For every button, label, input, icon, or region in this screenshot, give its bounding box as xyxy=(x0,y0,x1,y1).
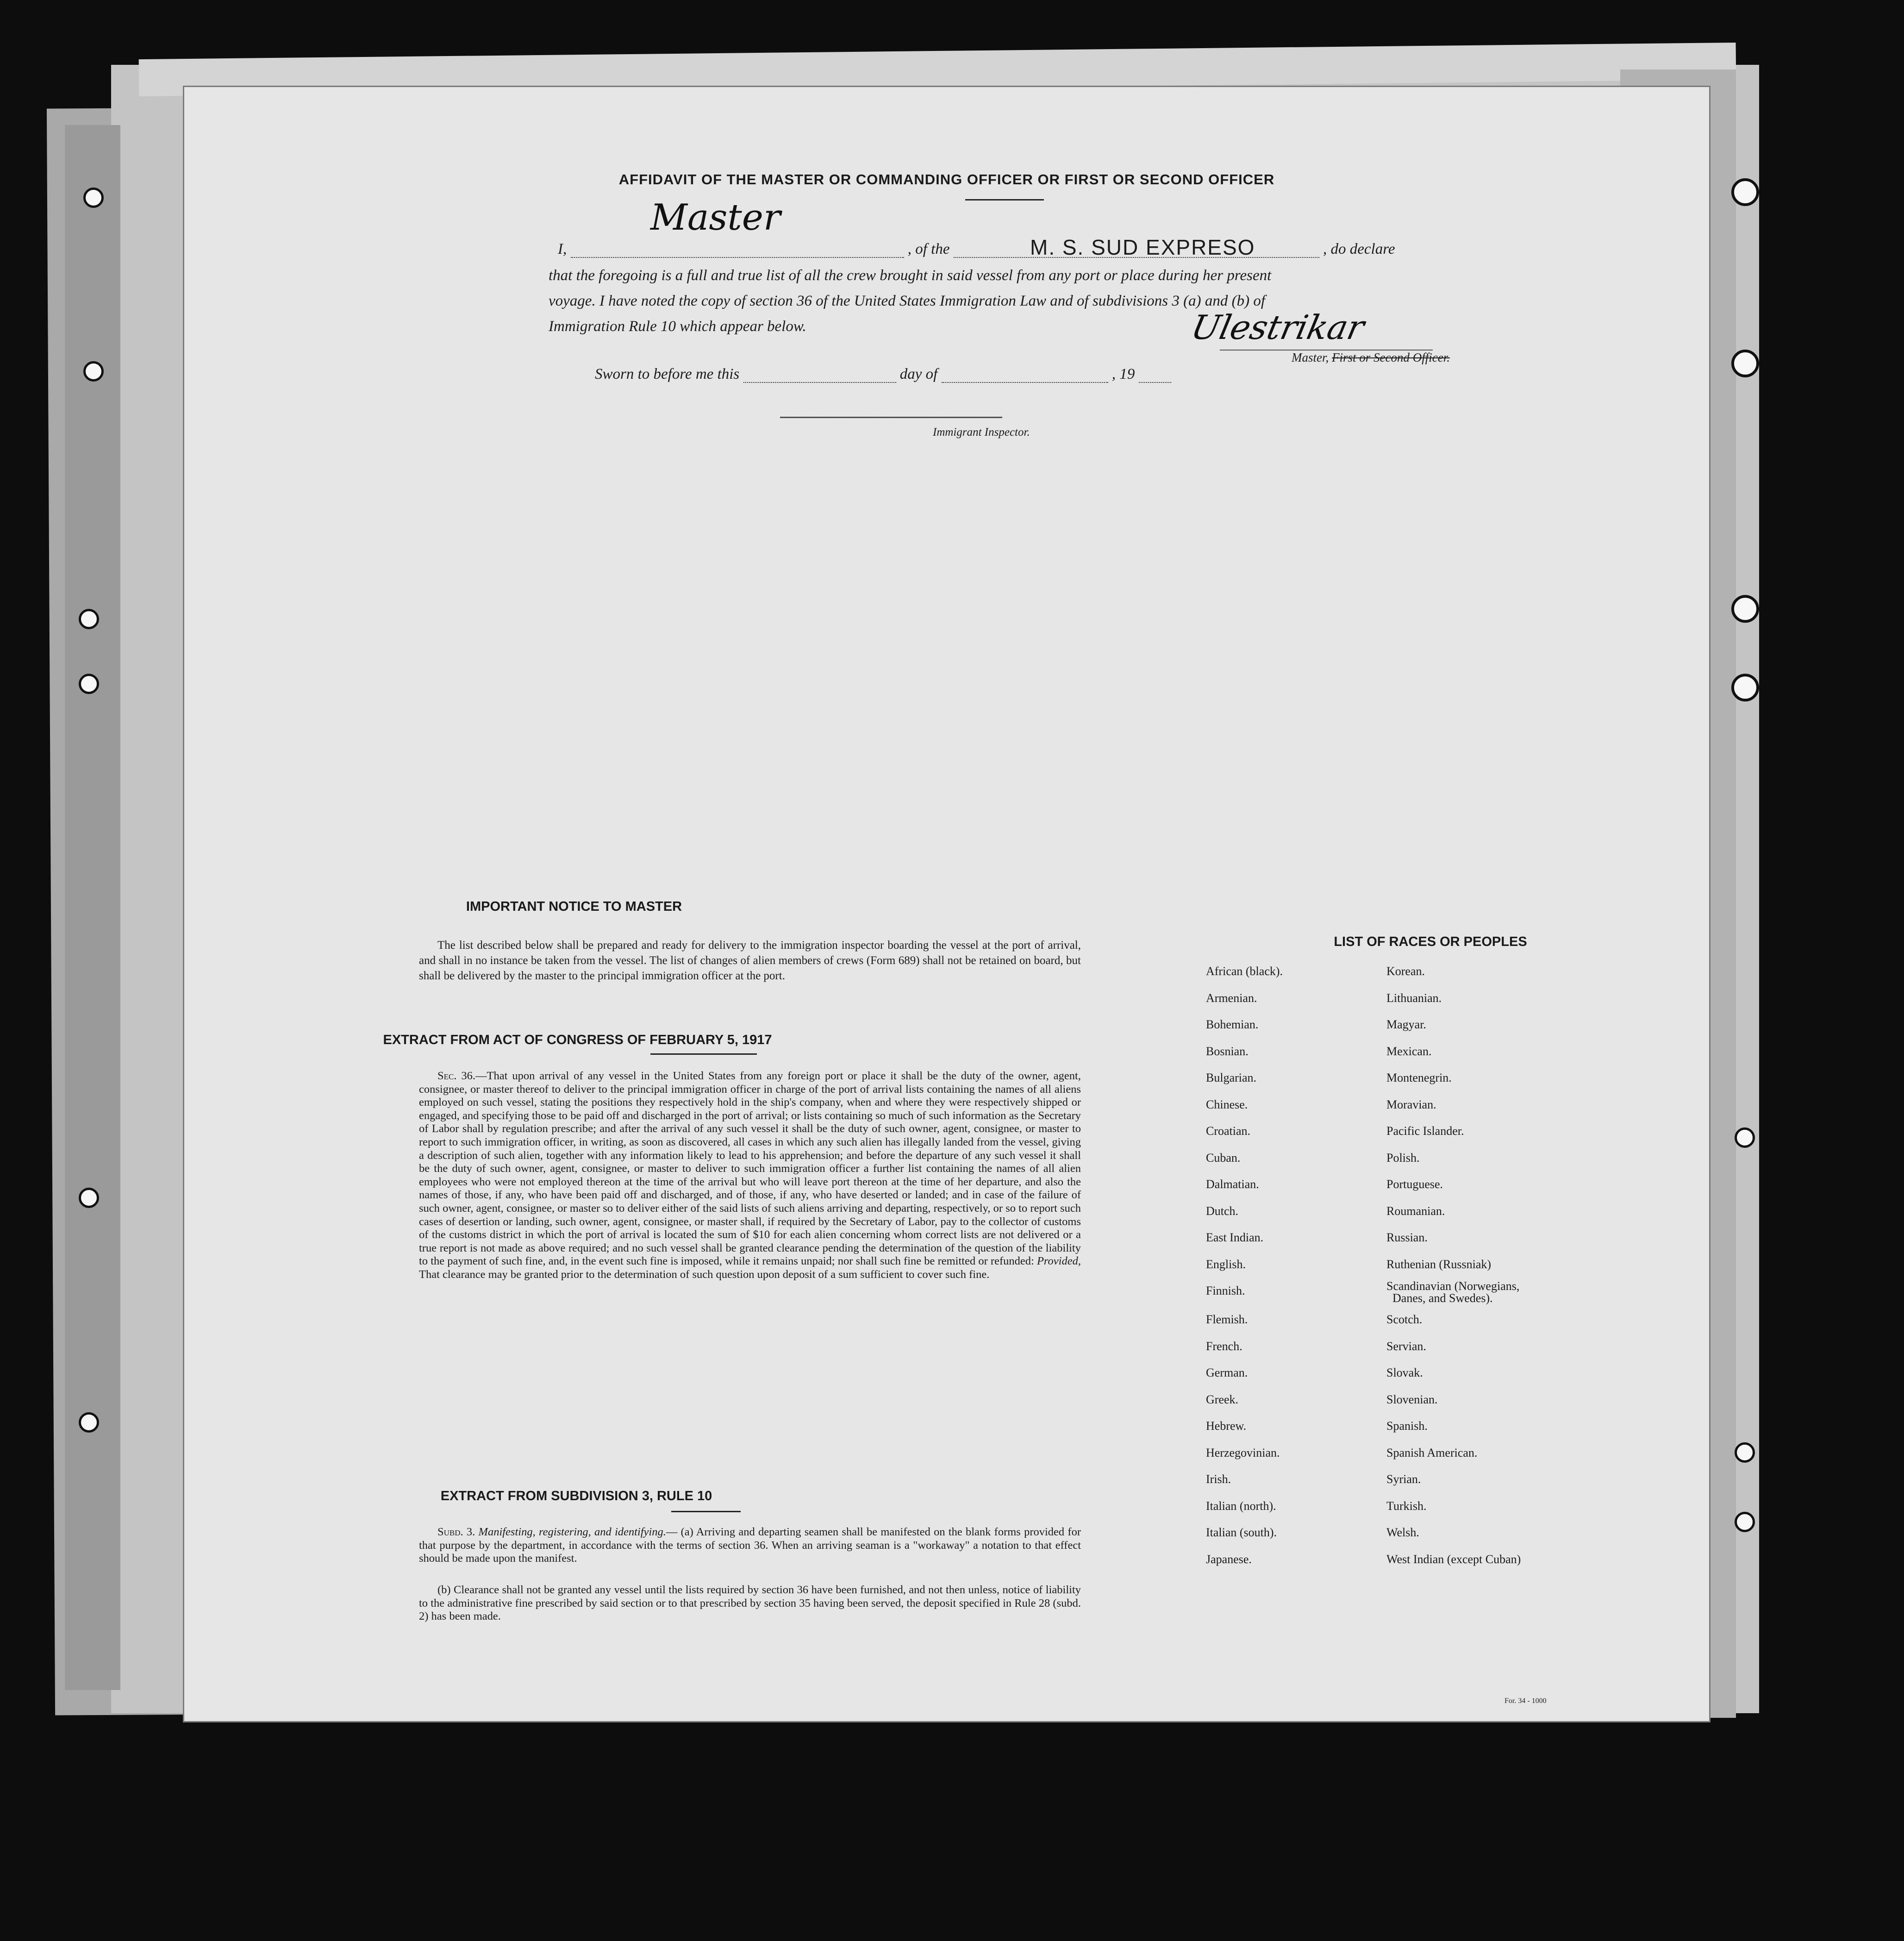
race-item: Syrian. xyxy=(1386,1472,1421,1486)
provided-text: That clearance may be granted prior to the determination of such question upon deposit of a sum sufficient to cover such fine. xyxy=(419,1268,990,1281)
notice-heading: IMPORTANT NOTICE TO MASTER xyxy=(466,899,682,914)
handwritten-master: Master xyxy=(650,197,781,238)
declaration-line-3: voyage. I have noted the copy of section 36 of the United States Immigration Law and of subdivisions 3 (a) and (b) of xyxy=(549,293,1266,309)
inspector-label: Immigrant Inspector. xyxy=(933,426,1030,438)
act-section-36: Sec. 36.—That upon arrival of any vessel in the United States from any foreign port or place it shall be the duty of the owner, agent, consignee, or master thereof to deliver to the principal immigration officer in charge of the port of arrival lists containing the names of all aliens employed on such vessel, stating the positions they respectively hold in the ship's company, when and where they were respectively shipped or engaged, and specifying those to be paid off and discharged in the port of arrival; or lists containing so much of such information as the Secretary of Labor shall by regulation prescribe; and after the arrival of any such vessel it shall be the duty of such owner, agent, consignee, or master to report to such immigration officer, in writing, as soon as discovered, all cases in which any such alien has illegally landed from the vessel, giving a description of such alien, together with any information likely to lead to his apprehension; and before the departure of any such vessel it shall be the duty of such owner, agent, consignee, or master to deliver to such immigration officer a further list containing the names of all alien employees who were not employed thereon at the time of the arrival but who will leave port thereon at the time of her departure, and also the names of those, if any, who have been paid off and discharged, and of those, if any, who have deserted or landed; and in case of the failure of such owner, agent, consignee, or master so to deliver either of the said lists of such aliens arriving and departing, respectively, or so to report such cases of desertion or landing, such owner, agent, consignee, or master shall, if required by the Secretary of Labor, pay to the collector of customs of the customs district in which the port of arrival is located the sum of $10 for each alien concerning whom correct lists are not delivered or a true report is not made as above required; and no such vessel shall be granted clearance pending the determination of the question of the liability to the payment of such fine, and, in the event such fine is imposed, while it remains unpaid; nor shall such fine be remitted or refunded: Provided, That clearance may be granted prior to the determination of such question upon deposit of a sum sufficient to cover such fine. xyxy=(419,1070,1081,1281)
para-b-text: (b) Clearance shall not be granted any vessel until the lists required by section 36 have been furnished, and not then unless, notice of liability to the administrative fine prescribed by said section or to that prescribed by section 35 having been served, the deposit specified in Rule 28 (subd. 2) has been made. xyxy=(419,1584,1081,1623)
para-a-text: — (a) Arriving and departing seamen shall be manifested on the blank forms provided for that purpose by the department, in accordance with the terms of section 36. When an arriving seaman is a "workaway" a notation to that effect should be made upon the manifest. xyxy=(419,1526,1081,1565)
punch-hole xyxy=(1731,350,1759,377)
rule-para-b xyxy=(419,1584,1081,1623)
race-item: Montenegrin. xyxy=(1386,1071,1452,1084)
race-item: French. xyxy=(1206,1339,1242,1353)
punch-hole xyxy=(79,1188,99,1208)
race-item: Russian. xyxy=(1386,1231,1428,1244)
punch-hole xyxy=(79,609,99,629)
declaration-line-2: that the foregoing is a full and true list of all the crew brought in said vessel from any port or place during her present xyxy=(549,267,1272,284)
declare-label: , do declare xyxy=(1323,241,1395,257)
affidavit-heading: AFFIDAVIT OF THE MASTER OR COMMANDING OFFICER OR FIRST OR SECOND OFFICER xyxy=(618,171,1275,188)
role-struck: First or Second Officer. xyxy=(1332,351,1450,364)
sworn-year-label: , 19 xyxy=(1111,366,1135,382)
race-item: Mexican. xyxy=(1386,1044,1432,1058)
act-heading: EXTRACT FROM ACT OF CONGRESS OF FEBRUARY 5, 1917 xyxy=(383,1033,772,1047)
race-item: Chinese. xyxy=(1206,1097,1248,1111)
race-item: Greek. xyxy=(1206,1392,1239,1406)
race-item: Magyar. xyxy=(1386,1018,1426,1031)
act-heading-rule xyxy=(650,1053,757,1055)
declarant-fill xyxy=(571,257,904,258)
race-item: German. xyxy=(1206,1366,1248,1379)
race-item: Portuguese. xyxy=(1386,1177,1443,1191)
form-number: For. 34 - 1000 xyxy=(1504,1697,1547,1705)
declaration-line-1 xyxy=(558,241,1395,258)
of-the-label: , of the xyxy=(907,241,950,257)
signature-role xyxy=(1292,351,1450,365)
punch-hole xyxy=(1735,1512,1755,1532)
race-item: Korean. xyxy=(1386,964,1425,978)
race-item: Pacific Islander. xyxy=(1386,1124,1464,1138)
race-item: Hebrew. xyxy=(1206,1419,1247,1433)
race-item: Japanese. xyxy=(1206,1552,1252,1566)
race-item: Finnish. xyxy=(1206,1284,1245,1297)
punch-hole xyxy=(83,361,104,382)
punch-hole xyxy=(79,674,99,694)
provided-label: Provided, xyxy=(1036,1255,1081,1268)
sworn-day-label: day of xyxy=(899,366,938,382)
punch-hole xyxy=(1735,1442,1755,1463)
race-item: Bosnian. xyxy=(1206,1044,1249,1058)
race-item: East Indian. xyxy=(1206,1231,1264,1244)
race-item: Scandinavian (Norwegians, Danes, and Swedes). xyxy=(1386,1279,1520,1305)
punch-hole xyxy=(1731,595,1759,623)
race-item: Ruthenian (Russniak) xyxy=(1386,1257,1492,1271)
race-item: Welsh. xyxy=(1386,1526,1419,1539)
heading-rule xyxy=(965,199,1044,200)
sworn-prefix: Sworn to before me this xyxy=(595,366,740,382)
race-item: Moravian. xyxy=(1386,1097,1436,1111)
section-label: Sec. 36. xyxy=(437,1070,476,1082)
punch-hole xyxy=(79,1412,99,1433)
master-signature: Ulestrikar xyxy=(1188,308,1368,347)
race-item: Slovak. xyxy=(1386,1366,1423,1379)
sworn-line xyxy=(595,366,1171,383)
subd-title: Manifesting, registering, and identifying. xyxy=(478,1526,666,1538)
race-item: Lithuanian. xyxy=(1386,991,1442,1005)
race-item: Croatian. xyxy=(1206,1124,1251,1138)
sworn-month-fill xyxy=(942,382,1108,383)
race-item: Herzegovinian. xyxy=(1206,1446,1280,1459)
race-item: Italian (south). xyxy=(1206,1526,1277,1539)
punch-hole xyxy=(1731,178,1759,206)
race-item: Spanish. xyxy=(1386,1419,1428,1433)
rule-para-a xyxy=(419,1526,1081,1565)
race-item: Turkish. xyxy=(1386,1499,1427,1513)
race-item: Roumanian. xyxy=(1386,1204,1445,1218)
race-item: Flemish. xyxy=(1206,1313,1248,1326)
punch-hole xyxy=(1731,674,1759,701)
vessel-name-stamp: M. S. SUD EXPRESO xyxy=(1030,235,1255,259)
race-item: Bohemian. xyxy=(1206,1018,1259,1031)
bleed-through-rows xyxy=(312,447,1109,463)
subd-label: Subd. 3. xyxy=(437,1526,475,1538)
race-item: Slovenian. xyxy=(1386,1392,1438,1406)
rule-heading: EXTRACT FROM SUBDIVISION 3, RULE 10 xyxy=(440,1489,712,1503)
race-item: Italian (north). xyxy=(1206,1499,1276,1513)
punch-hole xyxy=(83,188,104,208)
race-item: Cuban. xyxy=(1206,1151,1241,1165)
race-item: Irish. xyxy=(1206,1472,1231,1486)
rule-heading-rule xyxy=(671,1511,741,1512)
inspector-signature-line xyxy=(780,417,1002,418)
notice-text: The list described below shall be prepared and ready for delivery to the immigration inspector boarding the vessel at the port of arrival, and shall in no instance be taken from the vessel. The list of changes of alien members of crews (Form 689) shall not be retained on board, but shall be delivered by the master to the principal immigration officer at the port. xyxy=(419,939,1081,982)
race-item: West Indian (except Cuban) xyxy=(1386,1552,1521,1566)
race-item: Bulgarian. xyxy=(1206,1071,1257,1084)
race-item: Servian. xyxy=(1386,1339,1426,1353)
race-item: Dalmatian. xyxy=(1206,1177,1259,1191)
paper-stack-left-edge xyxy=(65,125,120,1690)
declarant-prefix: I, xyxy=(558,241,567,257)
race-item: Scotch. xyxy=(1386,1313,1423,1326)
punch-hole xyxy=(1735,1127,1755,1148)
section-36-text: That upon arrival of any vessel in the United States from any foreign port or place it shall be the duty of the owner, agent, consignee, or master thereof to deliver to the principal immigration officer in charge of the port of arrival lists containing the names of all aliens employed on such vessel, stating the positions they respectively hold in the ship's company, when and where they were respectively shipped or engaged, and specifying those to be paid off and discharged in the port of arrival; or lists containing so much of such information as the Secretary of Labor shall by regulation prescribe; and after the arrival of any such vessel it shall be the duty of such owner, agent, consignee, or master to report to such immigration officer, in writing, as soon as discovered, all cases in which any such alien has illegally landed from the vessel, giving a description of such alien, together with any information likely to lead to his apprehension; and before the departure of any such vessel it shall be the duty of such owner, agent, consignee, or master to deliver to such immigration officer a further list containing the names of all alien employees who were not employed thereon at the time of the arrival but who will leave port thereon at the time of her departure, and also the names of those, if any, who have been paid off and discharged, and of those, if any, who have deserted or landed; and in case of the failure of such owner, agent, consignee, or master so to deliver either of the said lists of such aliens arriving and departing, respectively, or so to report such cases of desertion or landing, such owner, agent, consignee, or master shall, if required by the Secretary of Labor, pay to the collector of customs of the customs district in which the port of arrival is located the sum of $10 for each alien concerning whom correct lists are not delivered or a true report is not made as above required; and no such vessel shall be granted clearance pending the determination of the question of the liability to the payment of such fine, and, in the event such fine is imposed, while it remains unpaid; nor shall such fine be remitted or refunded: xyxy=(419,1070,1081,1268)
affidavit-page xyxy=(183,86,1710,1722)
races-list xyxy=(1206,965,1623,1660)
race-item: Dutch. xyxy=(1206,1204,1239,1218)
race-item: English. xyxy=(1206,1257,1246,1271)
race-item: Armenian. xyxy=(1206,991,1257,1005)
races-heading: LIST OF RACES OR PEOPLES xyxy=(1334,934,1527,949)
sworn-year-fill xyxy=(1139,382,1171,383)
sworn-date-fill xyxy=(743,382,896,383)
declaration-line-4: Immigration Rule 10 which appear below. xyxy=(549,318,806,335)
race-item: Polish. xyxy=(1386,1151,1420,1165)
race-item: Spanish American. xyxy=(1386,1446,1478,1459)
role-master: Master, xyxy=(1292,351,1329,364)
race-item: African (black). xyxy=(1206,964,1283,978)
